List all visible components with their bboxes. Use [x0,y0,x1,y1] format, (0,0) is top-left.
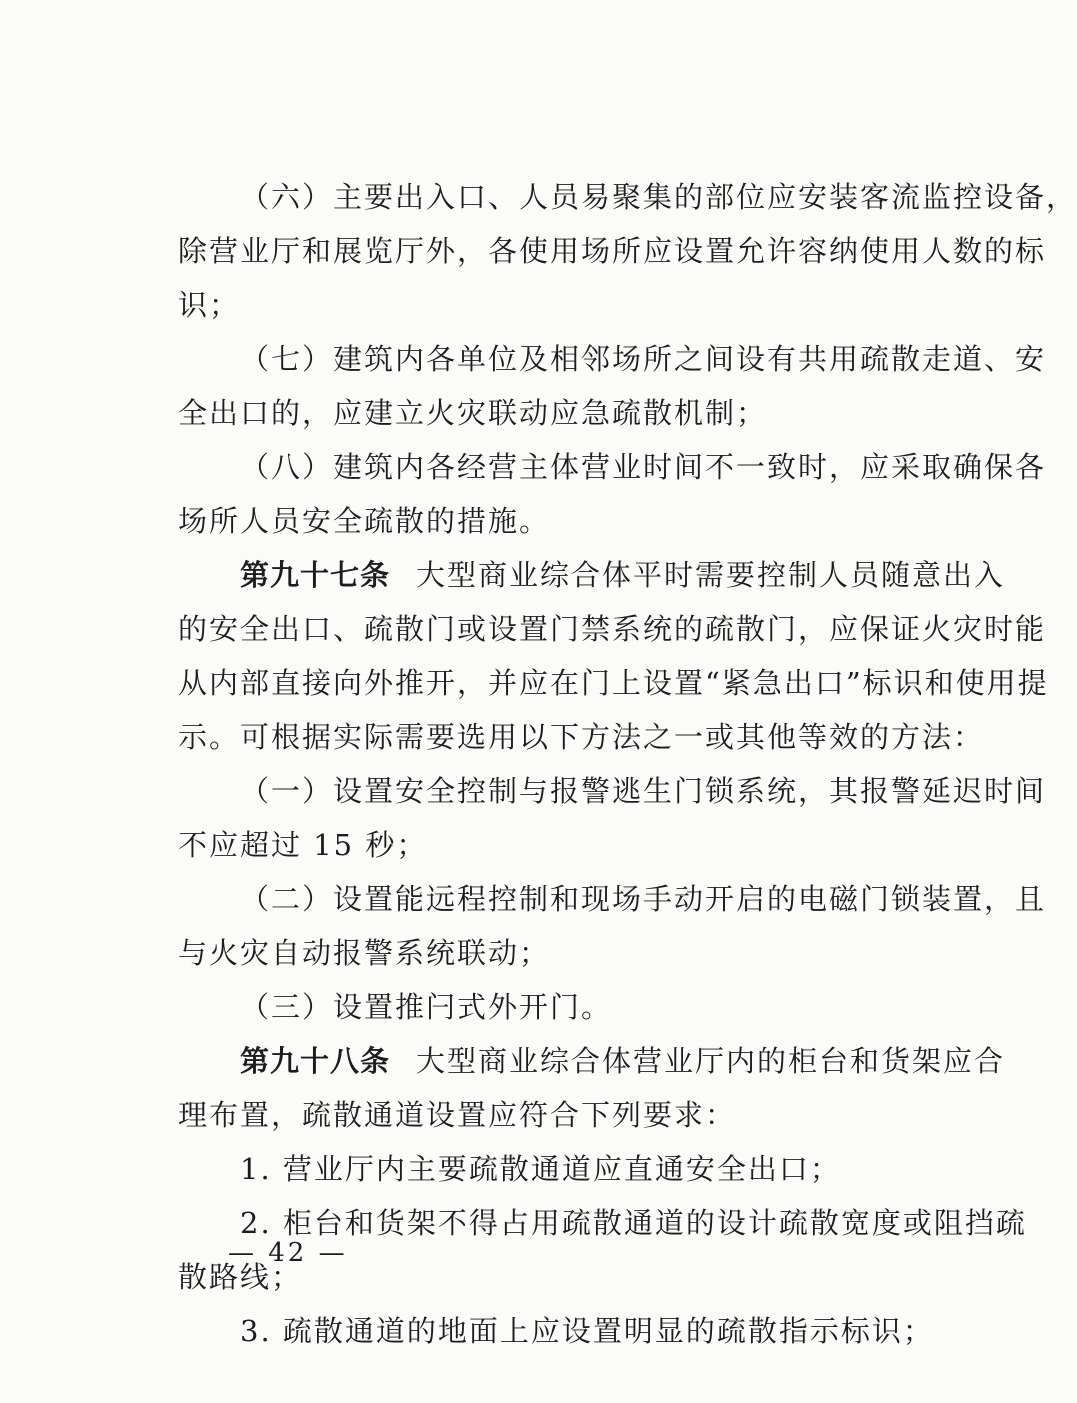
text-line [178,764,1047,818]
text-line [178,926,918,980]
text-line [178,980,918,1034]
line-text: （一）设置安全控制与报警逃生门锁系统，其报警延迟时间 [240,774,1047,808]
text-line [178,710,985,764]
line-text: 全出口的，应建立火灾联动应急疏散机制； [178,396,768,430]
article-heading: 第九十八条 [240,1044,391,1078]
article-line [178,548,1006,602]
line-text: 从内部直接向外推开，并应在门上设置“紧急出口”标识和使用提 [178,666,1049,700]
line-text: 场所人员安全疏散的措施。 [178,504,551,538]
line-text: （六）主要出入口、人员易聚集的部位应安装客流监控设备， [240,180,1077,214]
line-text: 1. 营业厅内主要疏散通道应直通安全出口； [240,1152,841,1186]
page-number: — 42 — [228,1238,348,1268]
body-text [178,170,1077,1358]
line-text: 与火灾自动报警系统联动； [178,936,551,970]
article-heading: 第九十七条 [240,558,391,592]
article-line [178,1034,1006,1088]
text-line [178,602,1047,656]
line-text: 除营业厅和展览厅外，各使用场所应设置允许容纳使用人数的标 [178,234,1047,268]
line-text: 散路线； [178,1260,303,1294]
text-line [178,1088,918,1142]
line-text: （三）设置推闩式外开门。 [240,990,613,1024]
line-text: （二）设置能远程控制和现场手动开启的电磁门锁装置，且 [240,882,1047,916]
line-text: 的安全出口、疏散门或设置门禁系统的疏散门，应保证火灾时能 [178,612,1047,646]
line-text: 2. 柜台和货架不得占用疏散通道的设计疏散宽度或阻挡疏 [240,1206,1027,1240]
text-line [178,494,918,548]
line-text: 大型商业综合体营业厅内的柜台和货架应合 [416,1044,1006,1078]
line-text: 不应超过 15 秒； [178,828,428,862]
line-text: 理布置，疏散通道设置应符合下列要求： [178,1098,737,1132]
text-line [178,656,1049,710]
line-text: 3. 疏散通道的地面上应设置明显的疏散指示标识； [240,1314,934,1348]
text-line [178,224,1047,278]
text-line [178,332,1047,386]
text-line [178,818,918,872]
text-line [178,440,1047,494]
text-line [178,1142,918,1196]
line-text: 示。可根据实际需要选用以下方法之一或其他等效的方法： [178,720,985,754]
text-line [178,278,918,332]
text-line [178,170,1077,224]
text-line [178,386,918,440]
line-text: 识； [178,288,241,322]
text-line [178,1304,934,1358]
line-text: （七）建筑内各单位及相邻场所之间设有共用疏散走道、安 [240,342,1047,376]
line-text: （八）建筑内各经营主体营业时间不一致时，应采取确保各 [240,450,1047,484]
line-text: 大型商业综合体平时需要控制人员随意出入 [416,558,1006,592]
text-line [178,872,1047,926]
